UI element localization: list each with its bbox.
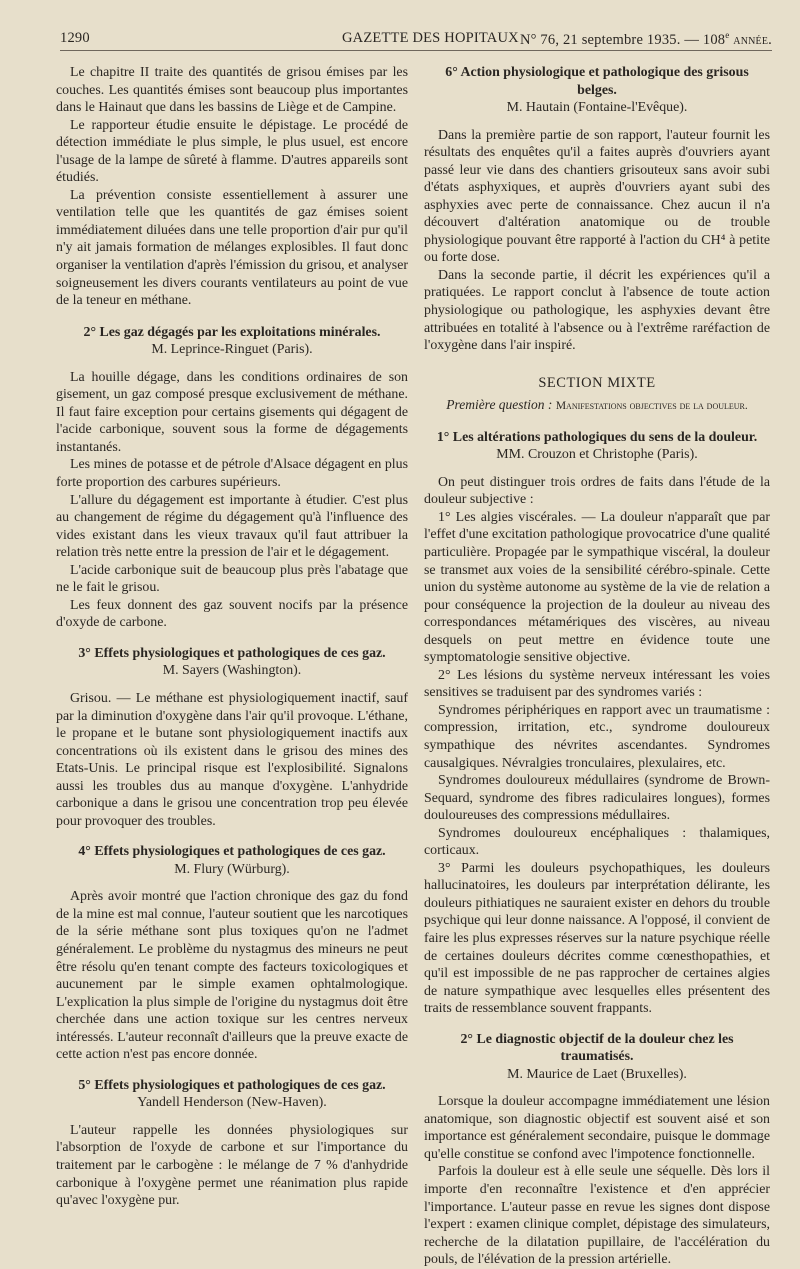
section-heading: 2° Le diagnostic objectif de la douleur chez les traumatisés. [460, 1031, 734, 1065]
page-number: 1290 [60, 30, 90, 46]
issue-text: N° 76, 21 septembre 1935. — 108 [519, 31, 726, 48]
question-label: Première question : [446, 397, 553, 413]
paragraph: Le chapitre II traite des quantités de grisou émises par les couches. Les quantités émises sont beaucoup plus importantes dans le Hainaut que dans les bassins de Liège et de Campine. [56, 65, 408, 116]
section-author: M. Maurice de Laet (Bruxelles). [507, 1066, 687, 1082]
section-title: SECTION MIXTE [538, 374, 656, 391]
left-column [56, 64, 408, 1210]
paragraph: Parfois la douleur est à elle seule une séquelle. Dès lors il importe d'en reconnaître l'existence et d'en apprécier l'importance. L'auteur passe en revue les signes dont dispose l'expert : examen clinique complet, dépistage des simulateurs, recherche de la dilatation pupillaire, de l'accélération du pouls, de l'élévation de la pression artérielle. [424, 1164, 770, 1268]
section-author: M. Sayers (Washington). [162, 663, 302, 679]
paragraph: Syndromes périphériques en rapport avec un traumatisme : compression, irritation, etc., syndrome douloureux sympathique des névrites ascendantes. Syndromes causalgiques. Névralgies tronculaires, plexulaires, etc. [424, 702, 770, 771]
paragraph: Les mines de potasse et de pétrole d'Alsace dégagent en plus forte proportion des carbures supérieurs. [56, 457, 408, 490]
question-line [424, 396, 770, 416]
paragraph: La houille dégage, dans les conditions ordinaires de son gisement, un gaz composé presque exclusivement de méthane. Il faut faire exception pour certains gisements qui dégagent de l'acide carbonique, souvent sous la forme de dégagements instantanés. [56, 369, 408, 455]
right-column [424, 64, 770, 1269]
paragraph: Après avoir montré que l'action chronique des gaz du fond de la mine est mal connue, l'auteur soutient que les narcotiques de la série méthane sont plus toxiques qu'on ne l'admet généralement. Le problème du nystagmus des mineurs ne peut être résolu qu'en tenant compte des facteurs toxicologiques et aucunement par le simple examen ophtalmologique. L'explication la plus simple de l'origine du nystagmus doit être cherchée dans une action toxique sur les centres nerveux intéressés. L'auteur reconnaît d'ailleurs que la preuve exacte de cette action n'est pas encore donnée. [56, 889, 408, 1063]
section-heading: 2° Les gaz dégagés par les exploitations minérales. [83, 324, 381, 340]
paragraph: Dans la première partie de son rapport, l'auteur fournit les résultats des enquêtes qu'il a faites auprès d'ouvriers ayant passé leur vie dans des chantiers grisouteux sans avoir subi d'états asphyxiques, et auprès d'ouvriers ayant subi des asphyxies avec perte de connaissance. Chez aucun il n'a découvert d'altération anatomique ou de trouble physiologique pouvant être rapporté à l'action du CH⁴ à petite ou forte dose. [424, 127, 770, 266]
section-heading: 6° Action physiologique et pathologique des grisous belges. [445, 65, 749, 98]
question-text: Manifestations objectives de la douleur. [555, 400, 748, 413]
paragraph: Dans la seconde partie, il décrit les expériences qu'il a pratiquées. Le rapport conclut à l'absence de toute action physiologique ou pathologique, les asphyxies devant être attribuées en totalité à l'absence ou à l'extrême raréfaction de l'oxygène dans l'air inspiré. [424, 267, 770, 354]
paragraph: Grisou. — Le méthane est physiologiquement inactif, sauf par la diminution d'oxygène dans l'air qu'il provoque. L'éthane, le propane et le butane sont physiologiquement inactifs aux concentrations où ils existent dans le grisou des mines des Etats-Unis. Le principal risque est l'explosibilité. Signalons aussi les troubles dus au manque d'oxygène. L'anhydride carbonique a dans le grisou une concentration trop peu élevée pour provoquer des troubles. [56, 690, 408, 829]
page-header [60, 22, 772, 51]
paragraph: Lorsque la douleur accompagne immédiatement une lésion anatomique, son diagnostic objectif est souvent aisé et son importance est généralement secondaire, puisque le dommage qu'elle constitue se confond avec l'impotence fonctionnelle. [424, 1094, 770, 1162]
section-author: M. Hautain (Fontaine-l'Evêque). [506, 100, 688, 115]
paragraph: La prévention consiste essentiellement à assurer une ventilation telle que les quantités de gaz émises soient immédiatement diluées dans une telle proportion d'air pur qu'il n'y ait jamais formation de mélanges explosibles. Il faut donc organiser la ventilation d'après l'émission du grisou, et analyser soigneusement les divers courants ventilateurs au point de vue de la teneur en méthane. [56, 187, 408, 309]
paragraph: Le rapporteur étudie ensuite le dépistage. Le procédé de détection immédiate le plus simple, le plus usuel, est encore l'usage de la lampe de sûreté à flamme. D'autres appareils sont étudiés. [56, 117, 408, 186]
section-heading: 5° Effets physiologiques et pathologiques de ces gaz. [78, 1077, 386, 1093]
paragraph: Syndromes douloureux encéphaliques : thalamiques, corticaux. [424, 825, 770, 859]
paragraph: 1° Les algies viscérales. — La douleur n'apparaît que par l'effet d'une excitation pathologique provocatrice d'une qualité particulière. Propagée par le sympathique viscéral, la douleur se transmet aux voies de la sensibilité cérébro-spinale. Cette union du système autonome au système de la vie de relation a pour conséquence la projection de la douleur au niveau des correspondances métamériques des viscères, au niveau desquels on peut mettre en évidence toute une symptomatologie sensitive objective. [424, 509, 770, 666]
section-heading: 3° Effets physiologiques et pathologiques de ces gaz. [78, 645, 386, 661]
paragraph: Les feux donnent des gaz souvent nocifs par la présence d'oxyde de carbone. [56, 597, 408, 631]
section-author: M. Leprince-Ringuet (Paris). [151, 342, 313, 358]
paragraph: On peut distinguer trois ordres de faits dans l'étude de la douleur subjective : [424, 474, 770, 508]
section-author: M. Flury (Würburg). [174, 861, 290, 877]
paragraph: L'acide carbonique suit de beaucoup plus près l'abatage que ne le fait le grisou. [56, 562, 408, 596]
paragraph: 3° Parmi les douleurs psychopathiques, les douleurs hallucinatoires, les douleurs par interprétation délirante, les douleurs pithiatiques ne sauraient exister en dehors du trouble psychique qui leur donne naissance. A l'opposé, il convient de faire les plus expresses réserves sur la nature psychique réelle de certaines douleurs décrites comme cœnesthopathies, et qu'il est impossible de ne pas rapprocher de certaines algies de nature sympathique avec lesquelles elles présentent des traits de ressemblance souvent frappants. [424, 860, 770, 1017]
paragraph: L'auteur rappelle les données physiologiques sur l'absorption de l'oxyde de carbone et sur l'importance du traitement par le carbogène : le mélange de 7 % d'anhydride carbonique à l'oxygène permet une réanimation plus rapide qu'avec l'oxygène pur. [56, 1122, 408, 1209]
paragraph: L'allure du dégagement est importante à étudier. C'est plus au changement de régime du dégagement qu'à l'influence des vides existant dans les vieux travaux qu'il faut attribuer la relation très nette entre la pression de l'air et le dégagement. [56, 492, 408, 561]
section-heading: 4° Effets physiologiques et pathologiques de ces gaz. [78, 844, 386, 860]
section-heading: 1° Les altérations pathologiques du sens de la douleur. [436, 429, 758, 445]
section-author: MM. Crouzon et Christophe (Paris). [496, 447, 698, 463]
paragraph: 2° Les lésions du système nerveux intéressant les voies sensitives se traduisent par des syndromes variés : [424, 667, 770, 701]
section-author: Yandell Henderson (New-Haven). [137, 1095, 327, 1111]
issue-annee: année. [733, 31, 772, 48]
issue-info [520, 30, 772, 49]
journal-title: GAZETTE DES HOPITAUX [342, 30, 519, 46]
paragraph: Syndromes douloureux médullaires (syndrome de Brown-Sequard, syndrome des fibres radiculaires longues), formes douloureuses des compressions médullaires. [424, 773, 770, 824]
issue-sup: e [725, 30, 730, 40]
